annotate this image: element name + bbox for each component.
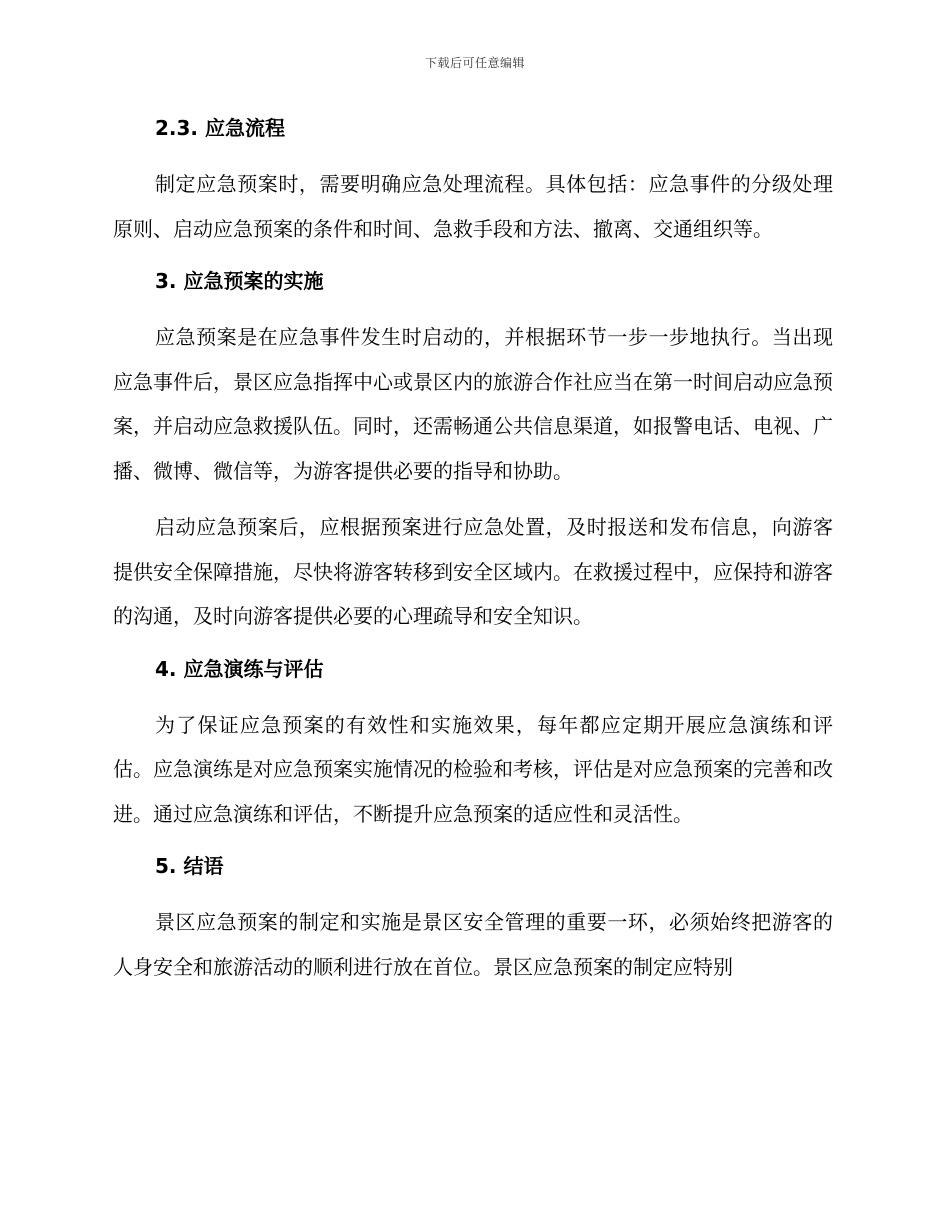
section-heading-plan-implementation: 3. 应急预案的实施: [155, 269, 324, 293]
paragraph-emergency-process: 制定应急预案时，需要明确应急处理流程。具体包括：应急事件的分级处理原则、启动应急预案的条件和时间、急救手段和方法、撤离、交通组织等。: [113, 172, 833, 241]
section-heading-emergency-process: 2.3. 应急流程: [155, 116, 285, 140]
section-heading-drill-evaluation: 4. 应急演练与评估: [155, 656, 324, 681]
paragraph-plan-implementation-2: 启动应急预案后，应根据预案进行应急处置，及时报送和发布信息，向游客提供安全保障措施，尽快将游客转移到安全区域内。在救援过程中，应保持和游客的沟通，及时向游客提供必要的心理疏导和安全知识。: [113, 515, 833, 628]
paragraph-drill-evaluation: 为了保证应急预案的有效性和实施效果，每年都应定期开展应急演练和评估。应急演练是对应急预案实施情况的检验和考核，评估是对应急预案的完善和改进。通过应急演练和评估，不断提升应急预案的适应性和灵活性。: [113, 712, 833, 826]
header-note: 下载后可任意编辑: [424, 56, 525, 70]
document-body: [113, 108, 833, 989]
paragraph-conclusion: 景区应急预案的制定和实施是景区安全管理的重要一环，必须始终把游客的人身安全和旅游活动的顺利进行放在首位。景区应急预案的制定应特别: [113, 910, 833, 979]
section-heading-conclusion: 5. 结语: [155, 854, 224, 878]
paragraph-plan-implementation-1: 应急预案是在应急事件发生时启动的，并根据环节一步一步地执行。当出现应急事件后，景区应急指挥中心或景区内的旅游合作社应当在第一时间启动应急预案，并启动应急救援队伍。同时，还需畅通公共信息渠道，如报警电话、电视、广播、微博、微信等，为游客提供必要的指导和协助。: [113, 325, 833, 483]
